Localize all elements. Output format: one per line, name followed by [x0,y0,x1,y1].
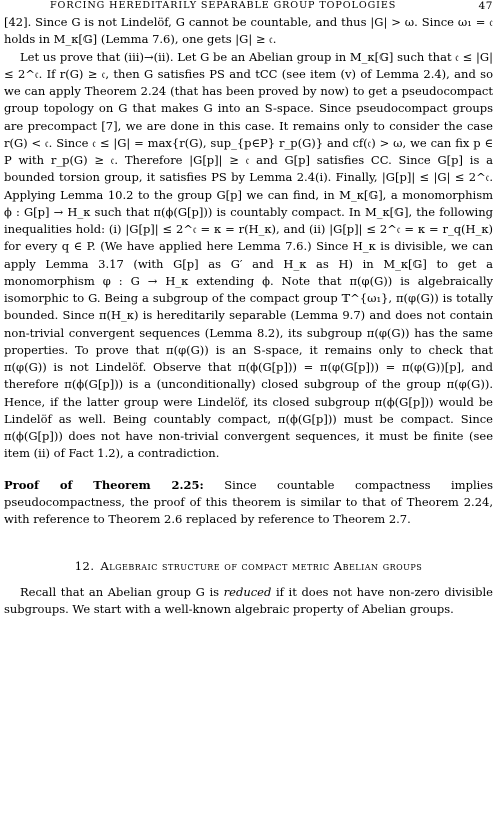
paragraph-reduced-definition [4,584,493,619]
section-title: Algebraic structure of compact metric Abelian groups [100,559,423,574]
running-title: FORCING HEREDITARILY SEPARABLE GROUP TOPOLOGIES [50,0,397,11]
reduced-term: reduced [223,584,272,599]
reduced-text-after: if it does not have non-zero divisible subgroups. We start with a well-known algebraic property of Abelian groups. [4,584,493,616]
reduced-text-before: Recall that an Abelian group G is [20,584,224,599]
section-heading [4,558,493,575]
paragraph-continuation: [42]. Since G is not Lindelöf, G cannot be countable, and thus |G| > ω. Since ω₁ = 𝔠 holds in M_κ[𝔾] (Lemma 7.6), one gets |G| ≥ 𝔠. [4,15,493,47]
body-text [4,14,493,618]
proof-theorem-2-25 [4,477,493,529]
page-number: 47 [478,0,493,12]
paragraph-proof-iii-ii: Let us prove that (iii)→(ii). Let G be an Abelian group in M_κ[𝔾] such that 𝔠 ≤ |G| ≤ 2^𝔠. If r(G) ≥ 𝔠, then G satisfies PS and tCC (see item (v) of Lemma 2.4), and so we can apply Theorem 2.24 (that has been proved by now) to get a pseudocompact group topology on G that makes G into an S-space. Since pseudocompact groups are precompact [7], we are done in this case. It remains only to consider the case r(G) < 𝔠. Since 𝔠 ≤ |G| = max{r(G), sup_{p∈P} r_p(G)} and cf(𝔠) > ω, we can fix p ∈ P with r_p(G) ≥ 𝔠. Therefore |G[p]| ≥ 𝔠 and G[p] satisfies CC. Since G[p] is a bounded torsion group, it satisfies PS by Lemma 2.4(i). Finally, |G[p]| ≤ |G| ≤ 2^𝔠. Applying Lemma 10.2 to the group G[p] we can find, in M_κ[𝔾], a monomorphism ϕ : G[p] → H_κ such that π(ϕ(G[p])) is countably compact. In M_κ[𝔾], the following inequalities hold: (i) |G[p]| ≤ 2^𝔠 = κ = r(H_κ), and (ii) |G[p]| ≤ 2^𝔠 = κ = r_q(H_κ) for every q ∈ P. (We have applied here Lemma 7.6.) Since H_κ is divisible, we can apply Lemma 3.17 (with G[p] as G′ and H_κ as H) in M_κ[𝔾] to get a monomorphism φ : G → H_κ extending ϕ. Note that π(φ(G)) is algebraically isomorphic to G. Being a subgroup of the compact group 𝕋^{ω₁}, π(φ(G)) is totally bounded. Since π(H_κ) is hereditarily separable (Lemma 9.7) and does not contain non-trivial convergent sequences (Lemma 8.2), its subgroup π(φ(G)) has the same properties. To prove that π(φ(G)) is an S-space, it remains only to check that π(φ(G)) is not Lindelöf. Observe that π(ϕ(G[p])) = π(φ(G[p])) = π(φ(G))[p], and therefore π(ϕ(G[p])) is a (unconditionally) closed subgroup of the group π(φ(G)). Hence, if the latter group were Lindelöf, its closed subgroup π(ϕ(G[p])) would be Lindelöf as well. Being countably compact, π(ϕ(G[p])) must be compact. Since π(ϕ(G[p])) does not have non-trivial convergent sequences, it must be finite (see item (ii) of Fact 1.2), a contradiction. [4,49,493,461]
proof-label: Proof of Theorem 2.25: [4,477,204,492]
running-head [4,0,493,14]
section-number: 12. [74,559,95,574]
proof-text: Since countable compactness implies pseudocompactness, the proof of this theorem is similar to that of Theorem 2.24, with reference to Theorem 2.6 replaced by reference to Theorem 2.7. [4,477,494,526]
